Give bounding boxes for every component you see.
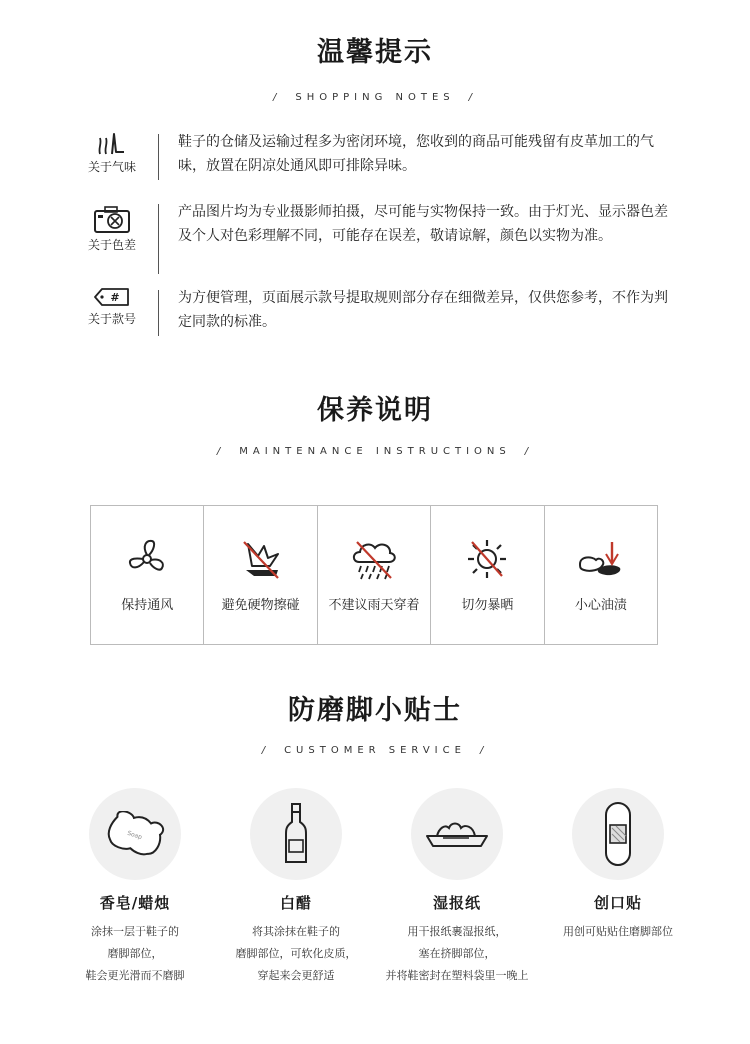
note-text: 产品图片均为专业摄影师拍摄，尽可能与实物保持一致。由于灯光、显示器色差及个人对色彩理解不同，可能存在误差，敬请谅解，颜色以实物为准。 (178, 204, 668, 244)
shopping-notes-title: 温馨提示 (317, 37, 433, 68)
maintenance-label: 切勿暴晒 (461, 598, 514, 613)
no-sun-icon (464, 536, 510, 582)
vinegar-bottle-icon (282, 802, 310, 866)
maintenance-title: 保养说明 (317, 395, 433, 426)
tip-circle (89, 788, 181, 880)
smell-icon (92, 130, 132, 156)
svg-text:Soap: Soap (126, 829, 143, 842)
wet-paper-icon (423, 814, 491, 854)
tip-item (50, 788, 220, 987)
note-label: 关于款号 (87, 312, 136, 326)
maintenance-label: 小心油渍 (574, 598, 627, 613)
maintenance-subtitle: / MAINTENANCE INSTRUCTIONS / (216, 446, 534, 457)
note-smell (80, 130, 680, 182)
camera-icon (92, 204, 132, 234)
tips-title: 防磨脚小贴士 (288, 695, 462, 726)
tip-item (211, 788, 381, 987)
maintenance-label: 保持通风 (121, 598, 174, 613)
tip-item (372, 788, 542, 987)
maintenance-label: 不建议雨天穿着 (328, 598, 420, 613)
tip-description: 涂抹一层于鞋子的 磨脚部位， 鞋会更光滑而不磨脚 (85, 925, 185, 982)
oil-stain-icon (576, 536, 626, 582)
tip-circle (411, 788, 503, 880)
tip-title: 香皂/蜡烛 (99, 894, 171, 912)
divider (158, 134, 159, 180)
note-color (80, 200, 680, 276)
maintenance-item (318, 506, 431, 644)
tip-description: 将其涂抹在鞋子的 磨脚部位，可软化皮质， 穿起来会更舒适 (235, 925, 357, 982)
tip-title: 白醋 (279, 894, 312, 912)
tip-circle (250, 788, 342, 880)
tip-title: 湿报纸 (432, 894, 481, 912)
shopping-notes-subtitle: / SHOPPING NOTES / (272, 92, 478, 103)
tag-icon (92, 286, 132, 308)
maintenance-grid (90, 505, 658, 645)
tip-description: 用干报纸裹湿报纸， 塞在挤脚部位， 并将鞋密封在塑料袋里一晚上 (385, 925, 529, 982)
maintenance-item (431, 506, 544, 644)
tips-subtitle: / CUSTOMER SERVICE / (261, 745, 489, 756)
maintenance-item (545, 506, 657, 644)
note-label: 关于色差 (87, 238, 136, 252)
fan-icon (124, 536, 170, 582)
tag-mark: # (110, 291, 120, 304)
no-rain-icon (349, 536, 399, 582)
maintenance-label: 避免硬物擦碰 (221, 598, 300, 613)
note-text: 为方便管理，页面展示款号提取规则部分存在细微差异，仅供您参考，不作为判定同款的标准。 (178, 290, 668, 330)
tip-circle (572, 788, 664, 880)
maintenance-item (91, 506, 204, 644)
note-text: 鞋子的仓储及运输过程多为密闭环境，您收到的商品可能残留有皮革加工的气味，放置在阴凉处通风即可排除异味。 (178, 134, 654, 174)
soap-icon (103, 811, 167, 857)
maintenance-item (204, 506, 317, 644)
tip-description: 用创可贴贴住磨脚部位 (563, 925, 673, 938)
note-label: 关于气味 (87, 160, 136, 174)
divider (158, 290, 159, 336)
bandage-icon (600, 801, 636, 867)
divider (158, 204, 159, 274)
tip-title: 创口贴 (593, 894, 642, 912)
tip-item (533, 788, 703, 943)
no-hard-object-icon (238, 536, 284, 582)
note-style-number (80, 286, 680, 338)
